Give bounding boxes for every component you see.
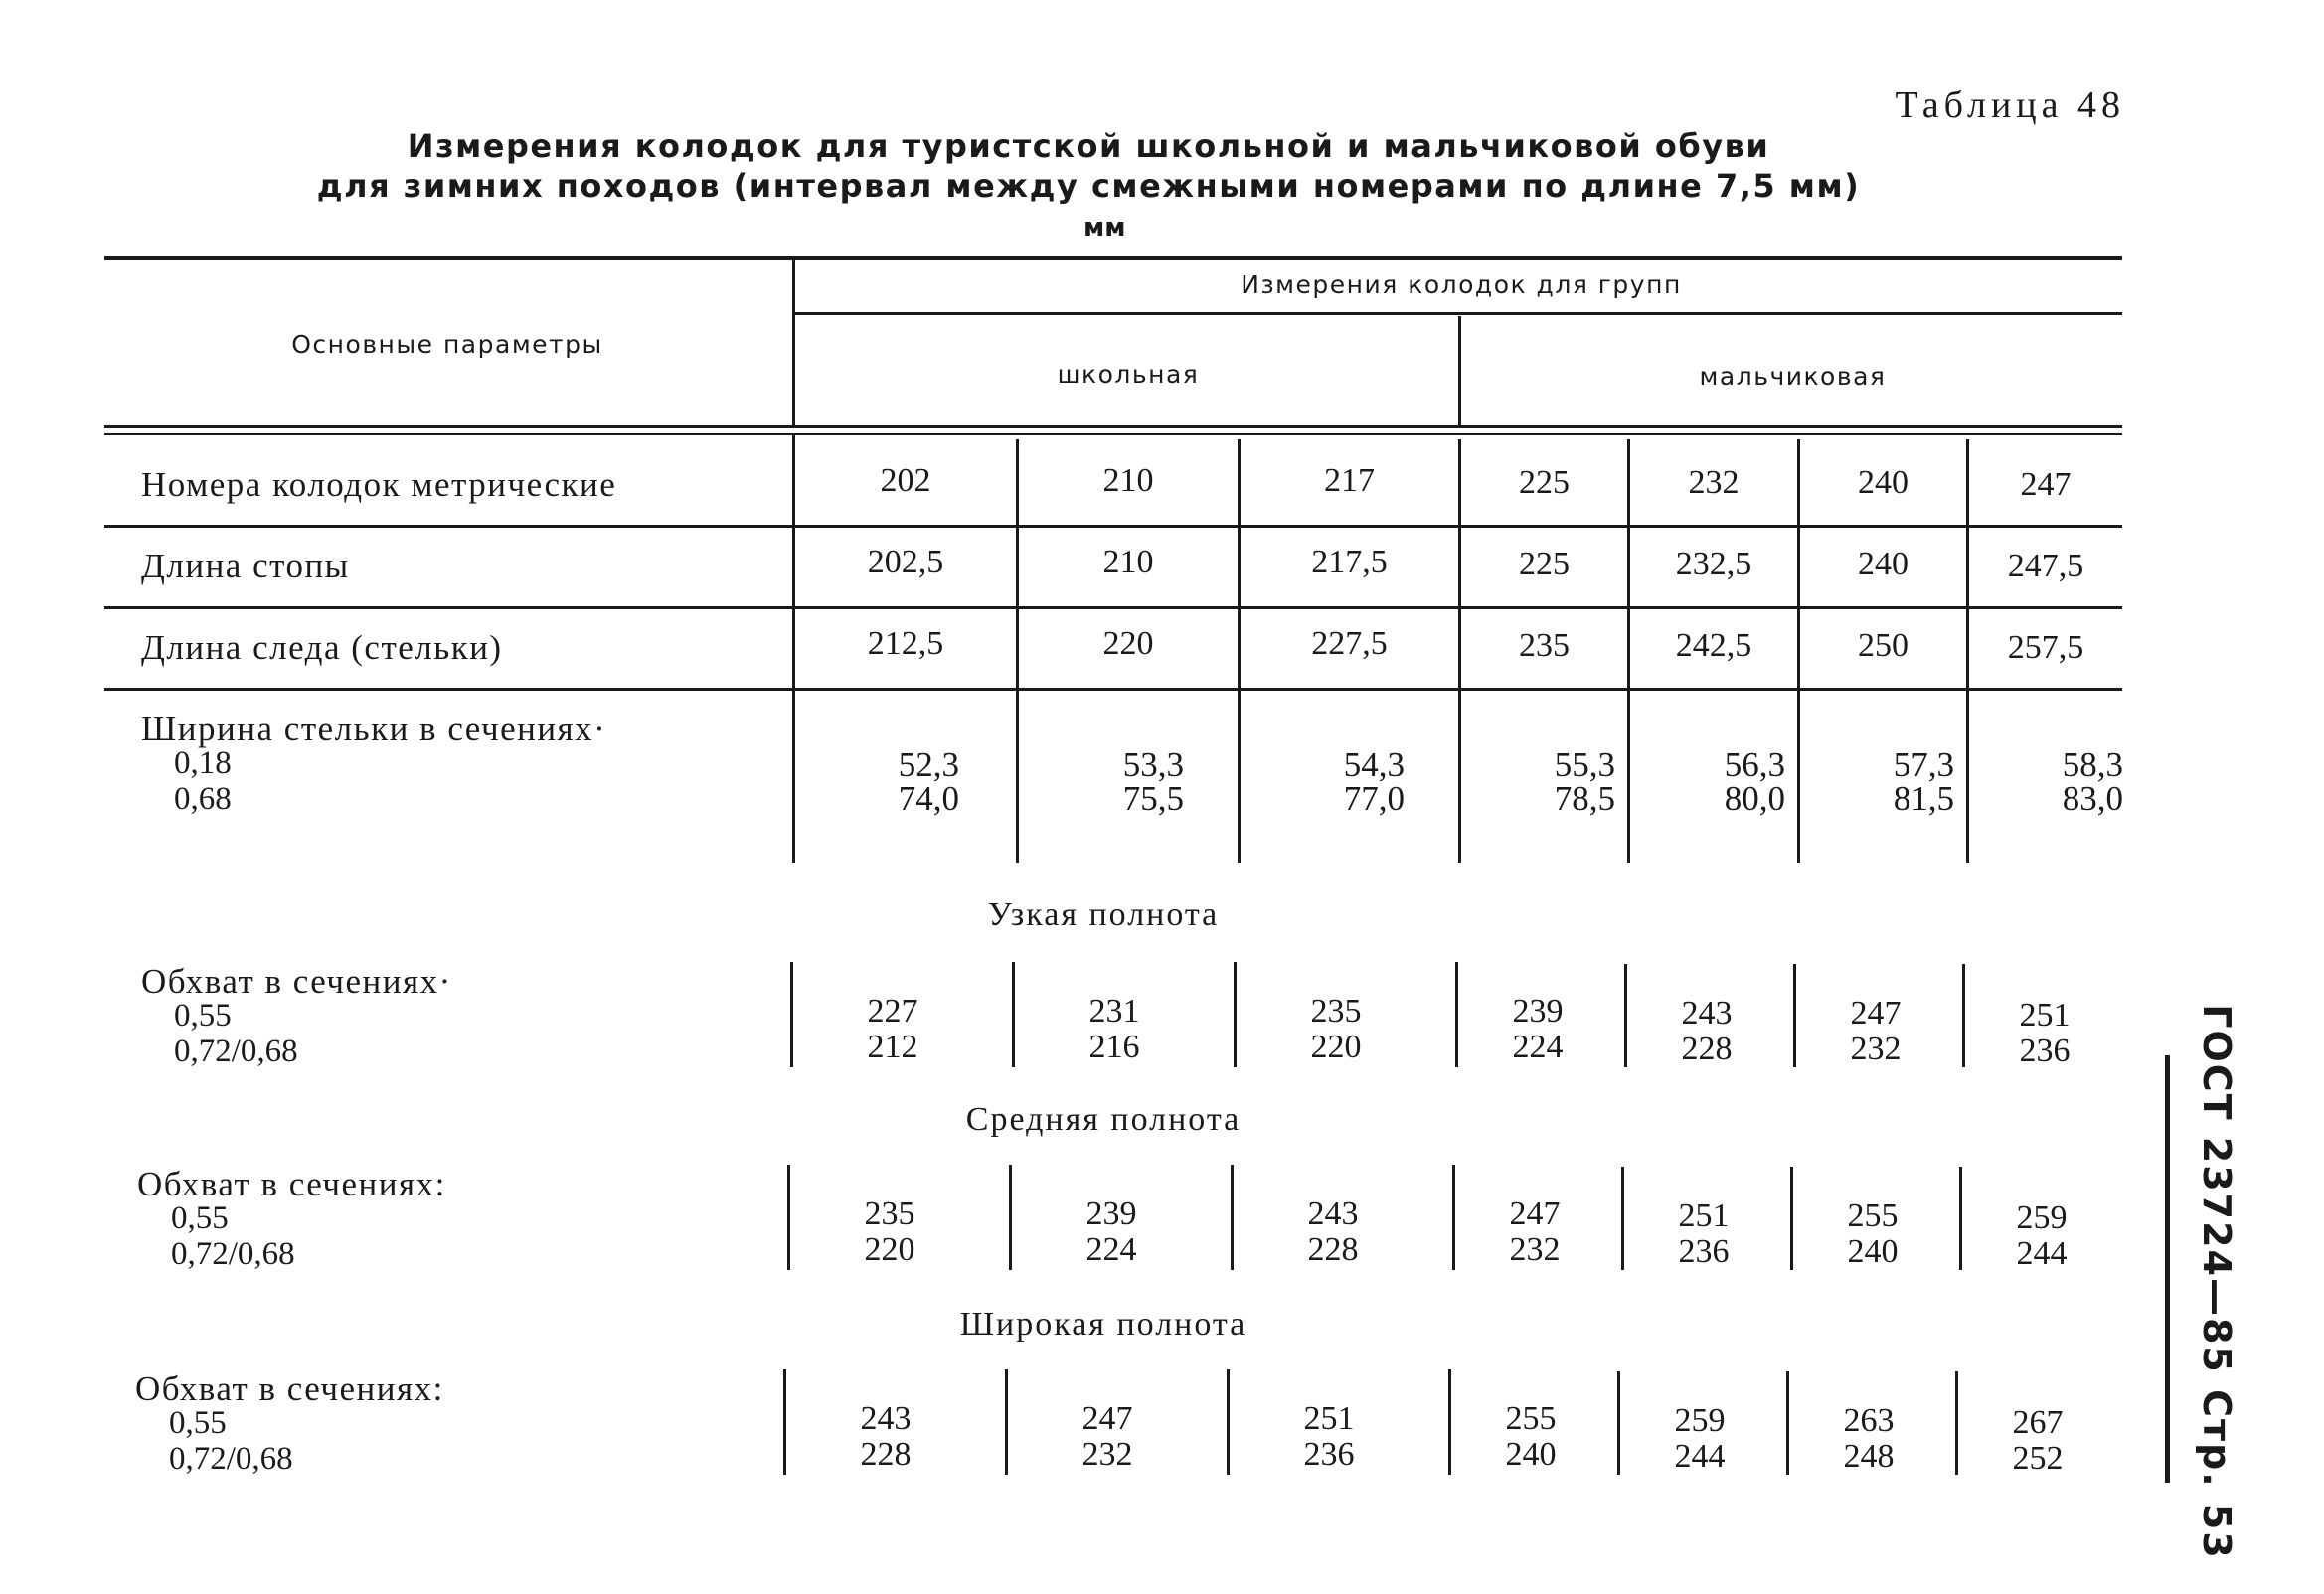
medium-cell-2-1: 220: [864, 1231, 915, 1268]
row-label-sizes: Номера колодок метрические: [141, 465, 617, 504]
wide-cell-2-2: 232: [1081, 1436, 1133, 1473]
cell-width-068-6: 81,5: [1893, 779, 1954, 818]
table-number: Таблица 48: [1895, 84, 2125, 126]
cell-foot-length-3: 217,5: [1311, 544, 1388, 580]
cell-width-018-4: 55,3: [1554, 745, 1615, 784]
narrow-cell-2-7: 236: [2019, 1033, 2071, 1069]
medium-cell-1-2: 239: [1085, 1196, 1137, 1232]
row-label-insole-length: Длина следа (стельки): [141, 628, 503, 667]
cell-width-018-3: 54,3: [1343, 745, 1405, 784]
table-title-line-2: для зимних походов (интервал между смежными номерами по длине 7,5 мм): [316, 167, 1861, 205]
narrow-cell-2-1: 212: [867, 1029, 918, 1065]
medium-cell-1-7: 259: [2016, 1199, 2068, 1236]
cell-width-018-5: 56,3: [1724, 745, 1785, 784]
medium-cell-2-7: 244: [2016, 1235, 2068, 1272]
wide-cell-2-6: 248: [1843, 1438, 1895, 1475]
header-divider-params: [792, 260, 795, 425]
table-title-line-1: Измерения колодок для туристской школьной и мальчиковой обуви: [407, 127, 1770, 165]
medium-cell-2-2: 224: [1085, 1231, 1137, 1268]
row-sub-0-18: 0,18: [174, 745, 232, 781]
section-title-wide: Широкая полнота: [959, 1306, 1247, 1343]
medium-cell-2-3: 228: [1307, 1231, 1359, 1268]
wide-cell-1-1: 243: [860, 1400, 912, 1437]
section-label-wide: Обхват в сечениях:: [135, 1369, 444, 1408]
section-wide-sub1: 0,55: [169, 1405, 227, 1441]
medium-cell-1-1: 235: [864, 1196, 915, 1232]
header-bottom-rule-2: [104, 433, 2122, 435]
wide-cell-1-3: 251: [1303, 1400, 1355, 1437]
cell-foot-length-5: 232,5: [1675, 546, 1752, 582]
narrow-cell-2-5: 228: [1681, 1031, 1733, 1067]
cell-sizes-6: 240: [1858, 464, 1909, 501]
section-label-medium: Обхват в сечениях:: [137, 1165, 446, 1203]
cell-insole-length-5: 242,5: [1675, 627, 1752, 664]
wide-cell-1-5: 259: [1674, 1402, 1726, 1439]
wide-cell-1-4: 255: [1505, 1400, 1557, 1437]
cell-width-068-3: 77,0: [1343, 779, 1405, 818]
units-label: мм: [1083, 213, 1126, 242]
cell-insole-length-1: 212,5: [867, 625, 944, 662]
cell-width-068-5: 80,0: [1724, 779, 1785, 818]
medium-cell-2-5: 236: [1678, 1233, 1730, 1270]
header-divider-groups: [1458, 316, 1461, 425]
cell-width-068-7: 83,0: [2062, 779, 2123, 818]
cell-insole-length-4: 235: [1519, 627, 1570, 664]
wide-cell-2-4: 240: [1505, 1436, 1557, 1473]
row-label-insole-width: Ширина стельки в сечениях·: [141, 710, 607, 748]
medium-cell-1-6: 255: [1847, 1197, 1899, 1234]
narrow-cell-1-3: 235: [1310, 993, 1362, 1030]
narrow-cell-1-1: 227: [867, 993, 918, 1030]
wide-cell-2-7: 252: [2012, 1440, 2064, 1477]
section-narrow-sub2: 0,72/0,68: [174, 1034, 298, 1069]
row-rule-2: [104, 606, 2122, 609]
cell-insole-length-7: 257,5: [2007, 629, 2084, 666]
side-label-gost-page: ГОСТ 23724—85 Стр. 53: [2195, 1004, 2239, 1560]
wide-cell-2-3: 236: [1303, 1436, 1355, 1473]
cell-foot-length-2: 210: [1102, 544, 1154, 580]
cell-sizes-3: 217: [1324, 462, 1375, 499]
narrow-cell-1-7: 251: [2019, 997, 2071, 1034]
wide-cell-2-5: 244: [1674, 1438, 1726, 1475]
cell-width-018-6: 57,3: [1893, 745, 1954, 784]
row-rule-1: [104, 525, 2122, 528]
narrow-cell-1-4: 239: [1512, 993, 1564, 1030]
wide-cell-1-6: 263: [1843, 1402, 1895, 1439]
header-group-school: школьная: [1057, 360, 1200, 389]
cell-insole-length-2: 220: [1102, 625, 1154, 662]
cell-insole-length-3: 227,5: [1311, 625, 1388, 662]
side-label-container: [2172, 1004, 2261, 1560]
medium-cell-1-5: 251: [1678, 1197, 1730, 1234]
cell-foot-length-1: 202,5: [867, 544, 944, 580]
medium-cell-1-4: 247: [1509, 1196, 1561, 1232]
header-parameters: Основные параметры: [291, 330, 603, 359]
section-medium-sub2: 0,72/0,68: [171, 1236, 295, 1272]
cell-width-068-4: 78,5: [1554, 779, 1615, 818]
header-bottom-rule-1: [104, 425, 2122, 428]
narrow-cell-2-2: 216: [1088, 1029, 1140, 1065]
narrow-cell-1-2: 231: [1088, 993, 1140, 1030]
medium-cell-2-6: 240: [1847, 1233, 1899, 1270]
cell-insole-length-6: 250: [1858, 627, 1909, 664]
section-title-narrow: Узкая полнота: [987, 896, 1220, 933]
cell-sizes-5: 232: [1688, 464, 1740, 501]
wide-cell-2-1: 228: [860, 1436, 912, 1473]
narrow-cell-1-5: 243: [1681, 995, 1733, 1032]
cell-width-068-2: 75,5: [1122, 779, 1184, 818]
section-title-medium: Средняя полнота: [965, 1101, 1242, 1138]
section-narrow-sub1: 0,55: [174, 998, 232, 1034]
cell-width-018-1: 52,3: [898, 745, 959, 784]
cell-width-018-2: 53,3: [1122, 745, 1184, 784]
section-wide-sub2: 0,72/0,68: [169, 1441, 293, 1477]
narrow-cell-2-4: 224: [1512, 1029, 1564, 1065]
section-medium-sub1: 0,55: [171, 1200, 229, 1236]
header-group-boys: мальчиковая: [1699, 362, 1887, 391]
narrow-cell-2-6: 232: [1850, 1031, 1902, 1067]
cell-sizes-1: 202: [880, 462, 931, 499]
cell-width-018-7: 58,3: [2062, 745, 2123, 784]
cell-foot-length-4: 225: [1519, 546, 1570, 582]
header-group-title: Измерения колодок для групп: [1241, 270, 1682, 299]
cell-sizes-7: 247: [2020, 466, 2072, 503]
narrow-cell-2-3: 220: [1310, 1029, 1362, 1065]
row-label-foot-length: Длина стопы: [141, 547, 350, 585]
wide-cell-1-2: 247: [1081, 1400, 1133, 1437]
table-top-rule: [104, 256, 2122, 260]
cell-foot-length-6: 240: [1858, 546, 1909, 582]
medium-cell-1-3: 243: [1307, 1196, 1359, 1232]
row-sub-0-68: 0,68: [174, 781, 232, 817]
cell-width-068-1: 74,0: [898, 779, 959, 818]
medium-cell-2-4: 232: [1509, 1231, 1561, 1268]
group-header-rule: [795, 312, 2122, 315]
section-label-narrow: Обхват в сечениях·: [141, 962, 452, 1001]
row-rule-3: [104, 688, 2122, 691]
wide-cell-1-7: 267: [2012, 1404, 2064, 1441]
narrow-cell-1-6: 247: [1850, 995, 1902, 1032]
cell-sizes-4: 225: [1519, 464, 1570, 501]
cell-foot-length-7: 247,5: [2007, 548, 2084, 584]
side-rule: [2165, 1055, 2170, 1483]
cell-sizes-2: 210: [1102, 462, 1154, 499]
